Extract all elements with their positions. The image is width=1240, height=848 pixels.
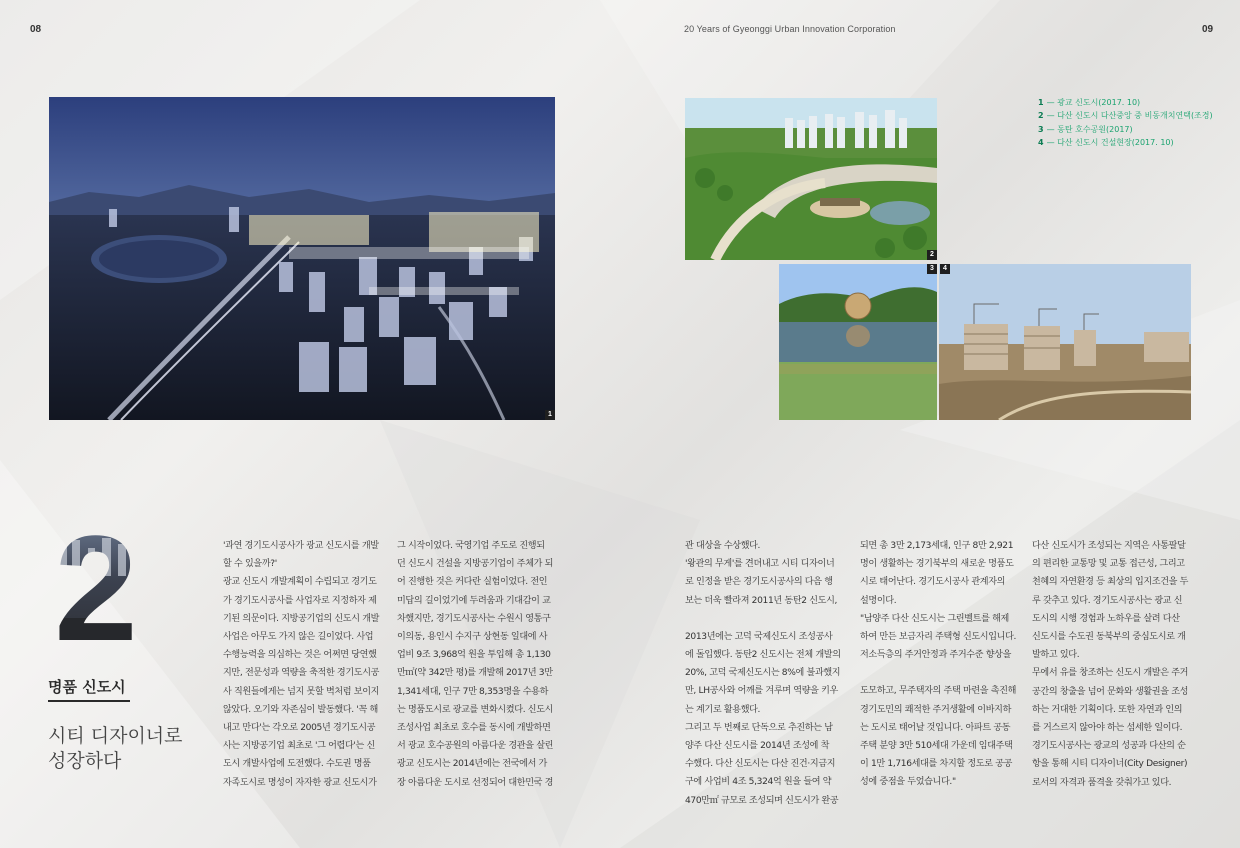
text-line: 할 수 있을까?' xyxy=(223,559,277,570)
text-line: 공간의 창출을 넘어 문화와 생활권을 조성 xyxy=(1032,686,1189,697)
photo-badge-3: 3 xyxy=(927,264,937,274)
caption-number: 1 xyxy=(1038,98,1044,107)
text-line: 루 갖추고 있다. 경기도시공사는 광교 신 xyxy=(1032,595,1183,606)
text-line: 하여 만든 보금자리 주택형 신도시입니다. xyxy=(860,632,1017,643)
text-line: 도모하고, 무주택자의 주택 마련을 촉진해 xyxy=(860,686,1017,697)
text-line: 사 직원들에게는 넘지 못할 벽처럼 보이지 xyxy=(223,686,380,697)
text-line: 다산 신도시가 조성되는 지역은 사통팔달 xyxy=(1032,541,1186,551)
text-line: 로서의 자격과 품격을 갖춰가고 있다. xyxy=(1032,777,1172,788)
section-headline xyxy=(48,724,198,774)
text-line: 되면 총 3만 2,173세대, 인구 8만 2,921 xyxy=(860,541,1014,551)
text-line: 20%, 고덕 국제신도시는 8%에 불과했지 xyxy=(685,668,841,679)
caption-text: — 다산 신도시 다산중앙 중 비동개치연택(조경) xyxy=(1046,111,1213,121)
text-line: 광교 신도시 개발계획이 수립되고 경기도 xyxy=(223,577,377,588)
text-line: 어 진행한 것은 커다란 실험이었다. 전인 xyxy=(397,577,548,588)
photo-captions xyxy=(1038,96,1213,149)
headline-line: 성장하다 xyxy=(48,750,122,772)
text-line: 는 명품도시로 광교를 변화시켰다. 신도시 xyxy=(397,704,554,715)
section-number-text: 2 xyxy=(54,518,138,652)
text-line: 경기도민의 쾌적한 주거생활에 이바지하 xyxy=(860,704,1012,715)
photo-badge-1: 1 xyxy=(545,410,555,420)
text-line: 보는 더욱 빨라져 2011년 동탄2 신도시, xyxy=(685,595,838,606)
text-line: 수했다. 다산 신도시는 다산 진건·지금지 xyxy=(685,759,836,770)
text-line: 관 대상을 수상했다. xyxy=(685,541,761,551)
text-line: 서 광교 호수공원의 아름다운 경관을 살린 xyxy=(397,741,554,752)
text-line: 1,341세대, 인구 7만 8,353명을 수용하 xyxy=(397,686,549,697)
text-line: 사는 지방공기업 최초로 '그 어렵다'는 신 xyxy=(223,741,375,752)
text-line: 던 신도시 건설을 지방공기업이 주체가 되 xyxy=(397,559,554,570)
caption-item xyxy=(1038,123,1213,136)
caption-text: — 광교 신도시(2017. 10) xyxy=(1046,98,1141,107)
text-column-4 xyxy=(860,537,1022,792)
text-line: 않았다. 오기와 자존심이 발동했다. '꼭 해 xyxy=(223,704,378,715)
text-line: 사업은 아무도 가지 않은 길이었다. 사업 xyxy=(223,632,374,643)
right-page-number: 09 xyxy=(1202,24,1214,35)
photo-dasan-construction xyxy=(939,264,1191,420)
text-line: "남양주 다산 신도시는 그린벨트를 해제 xyxy=(860,613,1009,624)
text-line: 경기도시공사는 광교의 성공과 다산의 순 xyxy=(1032,741,1186,752)
text-line: 신도시를 수도권 동북부의 중심도시로 개 xyxy=(1032,632,1186,643)
caption-item xyxy=(1038,96,1213,109)
text-line: 만㎡(약 342만 평)를 개발해 2017년 3만 xyxy=(397,668,553,679)
text-line: 광교 신도시는 2014년에는 전국에서 가 xyxy=(397,759,547,770)
text-line: 무에서 유를 창조하는 신도시 개발은 주거 xyxy=(1032,668,1189,679)
caption-item xyxy=(1038,109,1213,122)
caption-text: — 동탄 호수공원(2017) xyxy=(1046,124,1133,134)
text-line: 장 아름다운 도시로 선정되어 대한민국 경 xyxy=(397,777,554,788)
text-column-5 xyxy=(1032,537,1194,792)
caption-number: 4 xyxy=(1038,137,1044,147)
photo-gwanggyo-night xyxy=(49,97,555,420)
caption-number: 3 xyxy=(1038,124,1044,134)
photo-dasan-park xyxy=(685,98,937,260)
text-line: 양주 다산 신도시를 2014년 조성에 착 xyxy=(685,741,830,752)
text-line: 가 경기도시공사를 사업자로 지정하자 제 xyxy=(223,595,377,606)
text-line: 항을 통해 시티 디자이너(City Designer) xyxy=(1032,759,1188,770)
text-column-2 xyxy=(397,537,559,792)
text-line: 설명이다. xyxy=(860,595,897,606)
text-line: 시로 태어난다. 경기도시공사 관계자의 xyxy=(860,577,1006,588)
text-line: 이의동, 용인시 수지구 상현동 일대에 사 xyxy=(397,632,548,643)
section-label: 명품 신도시 xyxy=(48,678,126,696)
section-number xyxy=(44,518,148,652)
photo-badge-2: 2 xyxy=(927,250,937,260)
headline-line: 시티 디자이너로 xyxy=(48,725,183,747)
text-line: 지만, 전문성과 역량을 축적한 경기도시공 xyxy=(223,668,380,679)
text-line: 발하고 있다. xyxy=(1032,650,1080,661)
text-line: 는 도시로 태어날 것입니다. 아파트 공동 xyxy=(860,722,1011,733)
text-line: 명이 생활하는 경기북부의 새로운 명품도 xyxy=(860,559,1014,570)
text-line: 구에 사업비 4조 5,324억 원을 들여 약 xyxy=(685,777,832,788)
text-column-1 xyxy=(223,537,385,792)
text-line: 만, LH공사와 어깨를 겨루며 역량을 키우 xyxy=(685,686,838,697)
text-line: 로 인정을 받은 경기도시공사의 다음 행 xyxy=(685,577,833,588)
photo-dongtan-lake xyxy=(779,264,937,420)
text-line: 차했지만, 경기도시공사는 수원시 영통구 xyxy=(397,613,551,624)
caption-number: 2 xyxy=(1038,111,1044,121)
text-line: 조성사업 최초로 호수를 동시에 개발하면 xyxy=(397,723,551,734)
text-line: '과연 경기도시공사가 광교 신도시를 개발 xyxy=(223,541,379,551)
text-line: 2013년에는 고덕 국제신도시 조성공사 xyxy=(685,631,833,642)
photo-badge-4: 4 xyxy=(940,264,950,274)
text-line: 에 돌입했다. 동탄2 신도시는 전체 개발의 xyxy=(685,650,841,661)
text-line: 업비 9조 3,968억 원을 투입해 총 1,130 xyxy=(397,650,551,661)
left-page-number: 08 xyxy=(30,24,42,35)
label-underline xyxy=(48,700,130,702)
text-column-3 xyxy=(685,537,847,810)
text-line: 의 편리한 교통망 및 교통 접근성, 그리고 xyxy=(1032,559,1185,570)
text-line: 는 계기로 활용했다. xyxy=(685,704,761,715)
text-line: '왕관의 무게'를 견뎌내고 시티 디자이너 xyxy=(685,559,835,570)
text-line: 성에 중점을 두었습니다." xyxy=(860,777,956,788)
text-line: 이 1만 1,716세대를 차지할 정도로 공공 xyxy=(860,759,1013,770)
caption-text: — 다산 신도시 건설현장(2017. 10) xyxy=(1046,137,1174,147)
text-line: 그리고 두 번째로 단독으로 추진하는 남 xyxy=(685,722,833,733)
text-line: 하는 거대한 기획이다. 또한 자연과 인의 xyxy=(1032,704,1183,715)
text-line: 미답의 길이었기에 두려움과 기대감이 교 xyxy=(397,595,551,606)
text-line: 자족도시로 명성이 자자한 광교 신도시가 xyxy=(223,777,377,788)
text-line: 를 거스르지 않아야 하는 섬세한 일이다. xyxy=(1032,723,1183,734)
text-line: 도시 개발사업에 도전했다. 수도권 명품 xyxy=(223,759,371,770)
running-title: 20 Years of Gyeonggi Urban Innovation Corporation xyxy=(684,24,896,34)
text-line: 수행능력을 의심하는 것은 어쩌면 당연했 xyxy=(223,650,377,661)
text-line: 주택 분양 3만 510세대 가운데 임대주택 xyxy=(860,741,1013,752)
text-line: 470만㎡ 규모로 조성되며 신도시가 완공 xyxy=(685,795,839,806)
text-line: 기된 의문이다. 지방공기업의 신도시 개발 xyxy=(223,613,380,624)
text-line: 천혜의 자연환경 등 최상의 입지조건을 두 xyxy=(1032,577,1189,588)
text-line: 저소득층의 주거안정과 주거수준 향상을 xyxy=(860,650,1012,661)
text-line: 내고 만다'는 각오로 2005년 경기도시공 xyxy=(223,723,376,734)
caption-item xyxy=(1038,136,1213,149)
text-line: 도시의 시행 경험과 노하우를 살려 다산 xyxy=(1032,613,1180,624)
text-line: 그 시작이었다. 국영기업 주도로 진행되 xyxy=(397,541,545,551)
